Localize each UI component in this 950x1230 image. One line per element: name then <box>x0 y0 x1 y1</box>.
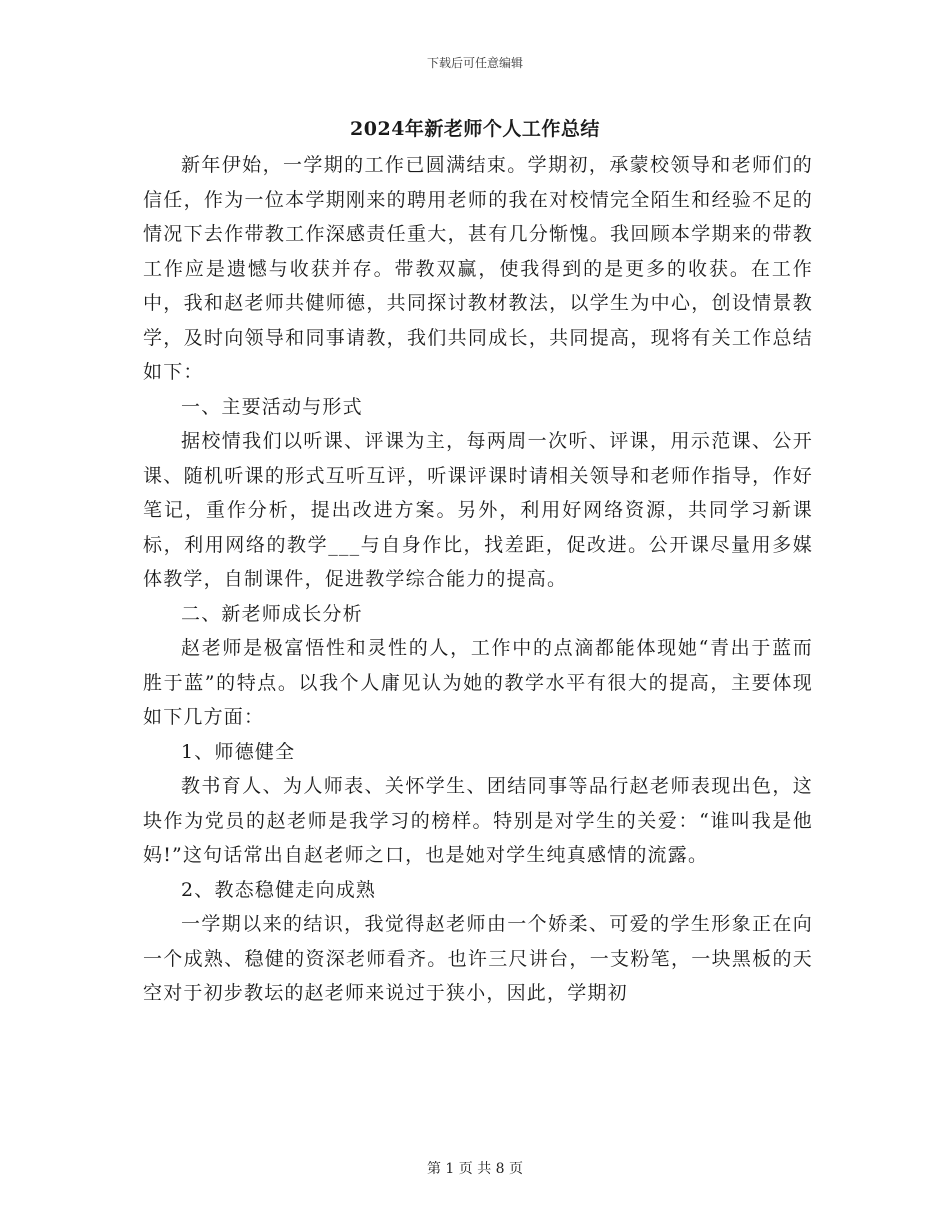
page-indicator: 第 1 页 共 8 页 <box>426 1161 524 1177</box>
paragraph-intro: 新年伊始，一学期的工作已圆满结束。学期初，承蒙校领导和老师们的信任，作为一位本学期刚来的聘用老师的我在对校情完全陌生和经验不足的情况下去作带教工作深感责任重大，甚有几分惭愧。我回顾本学期来的带教工作应是遗憾与收获并存。带教双赢，使我得到的是更多的收获。在工作中，我和赵老师共健师德，共同探讨教材教法，以学生为中心，创设情景教学，及时向领导和同事请教，我们共同成长，共同提高，现将有关工作总结如下： <box>143 154 813 383</box>
document-title: 2024年新老师个人工作总结 <box>350 118 600 140</box>
subheading-2: 2、教态稳健走向成熟 <box>181 878 377 901</box>
paragraph-growth: 赵老师是极富悟性和灵性的人，工作中的点滴都能体现她“青出于蓝而胜于蓝”的特点。以我个人庸见认为她的教学水平有很大的提高，主要体现如下几方面： <box>143 637 813 728</box>
paragraph-maturity: 一学期以来的结识，我觉得赵老师由一个娇柔、可爱的学生形象正在向一个成熟、稳健的资深老师看齐。也许三尺讲台，一支粉笔，一块黑板的天空对于初步教坛的赵老师来说过于狭小，因此，学期初 <box>143 913 813 1004</box>
section-heading-1: 一、主要活动与形式 <box>181 395 363 418</box>
paragraph-activities: 据校情我们以听课、评课为主，每两周一次听、评课，用示范课、公开课、随机听课的形式互听互评，听课评课时请相关领导和老师作指导，作好笔记，重作分析，提出改进方案。另外，利用好网络资源，共同学习新课标，利用网络的教学___与自身作比，找差距，促改进。公开课尽量用多媒体教学，自制课件，促进教学综合能力的提高。 <box>143 430 813 590</box>
section-heading-2: 二、新老师成长分析 <box>181 602 363 625</box>
page-header-note: 下载后可任意编辑 <box>426 56 523 70</box>
document-body <box>143 148 813 1011</box>
paragraph-ethics: 教书育人、为人师表、关怀学生、团结同事等品行赵老师表现出色，这块作为党员的赵老师是我学习的榜样。特别是对学生的关爱：“谁叫我是他妈!”这句话常出自赵老师之口，也是她对学生纯真感情的流露。 <box>143 775 813 866</box>
subheading-1: 1、师德健全 <box>181 740 296 763</box>
